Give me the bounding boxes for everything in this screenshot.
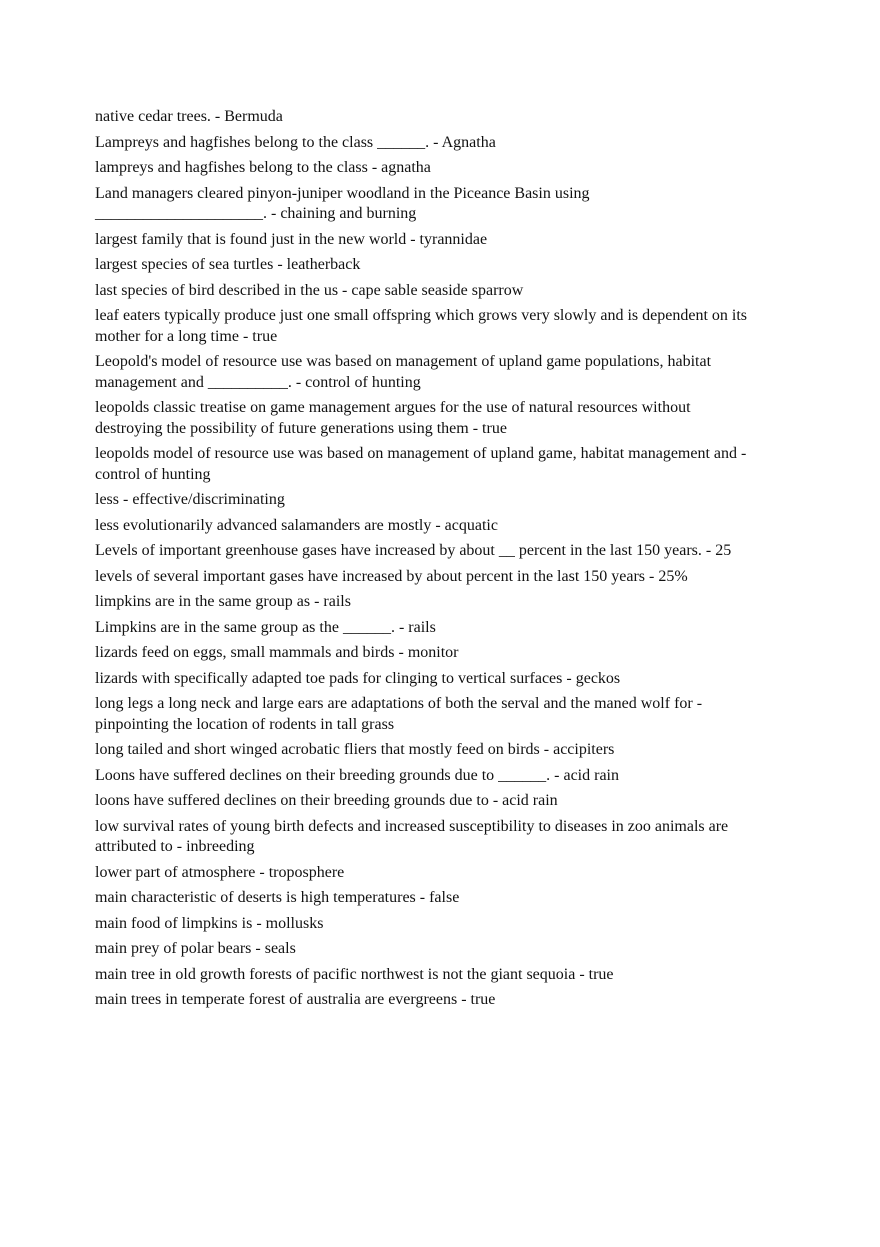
list-item: low survival rates of young birth defects and increased susceptibility to diseases in zoo animals are attributed to - inbreeding <box>95 817 729 855</box>
flashcard-list <box>95 107 755 1016</box>
list-item: levels of several important gases have increased by about percent in the last 150 years - 25% <box>95 567 688 585</box>
list-item: lizards with specifically adapted toe pads for clinging to vertical surfaces - geckos <box>95 669 621 687</box>
list-item: Levels of important greenhouse gases have increased by about __ percent in the last 150 years. - 25 <box>95 542 732 559</box>
list-item: long tailed and short winged acrobatic fliers that mostly feed on birds - accipiters <box>95 741 615 758</box>
list-item: main tree in old growth forests of pacific northwest is not the giant sequoia - true <box>95 965 614 983</box>
list-item: leopolds classic treatise on game management argues for the use of natural resources without destroying the possibility of future generations using them - true <box>95 399 691 437</box>
list-item: main characteristic of deserts is high temperatures - false <box>95 889 460 906</box>
list-item: largest family that is found just in the new world - tyrannidae <box>95 230 488 248</box>
list-item: last species of bird described in the us - cape sable seaside sparrow <box>95 281 524 299</box>
list-item: less - effective/discriminating <box>95 491 285 508</box>
list-item: less evolutionarily advanced salamanders are mostly - acquatic <box>95 516 498 534</box>
list-item: main trees in temperate forest of australia are evergreens - true <box>95 991 496 1008</box>
list-item: limpkins are in the same group as - rails <box>95 593 351 610</box>
list-item: main prey of polar bears - seals <box>95 940 296 957</box>
list-item: leopolds model of resource use was based on management of upland game, habitat management and - control of hunting <box>95 445 747 483</box>
list-item: loons have suffered declines on their breeding grounds due to - acid rain <box>95 792 558 809</box>
list-item: long legs a long neck and large ears are adaptations of both the serval and the maned wolf for - pinpointing the location of rodents in tall grass <box>95 695 703 733</box>
list-item: Limpkins are in the same group as the ______. - rails <box>95 618 436 636</box>
list-item: leaf eaters typically produce just one small offspring which grows very slowly and is dependent on its mother for a long time - true <box>95 307 747 345</box>
list-item: Leopold's model of resource use was based on management of upland game populations, habitat management and __________. - control of hunting <box>95 353 712 391</box>
list-item: lampreys and hagfishes belong to the class - agnatha <box>95 159 431 176</box>
list-item: Loons have suffered declines on their breeding grounds due to ______. - acid rain <box>95 766 619 784</box>
list-item: largest species of sea turtles - leatherback <box>95 256 361 273</box>
list-item: Land managers cleared pinyon-juniper woodland in the Piceance Basin using _____________________. - chaining and burning <box>95 184 590 222</box>
list-item: Lampreys and hagfishes belong to the class ______. - Agnatha <box>95 133 496 151</box>
list-item: native cedar trees. - Bermuda <box>95 108 283 125</box>
list-item: main food of limpkins is - mollusks <box>95 914 324 932</box>
list-item: lizards feed on eggs, small mammals and birds - monitor <box>95 644 459 661</box>
list-item: lower part of atmosphere - troposphere <box>95 863 345 881</box>
